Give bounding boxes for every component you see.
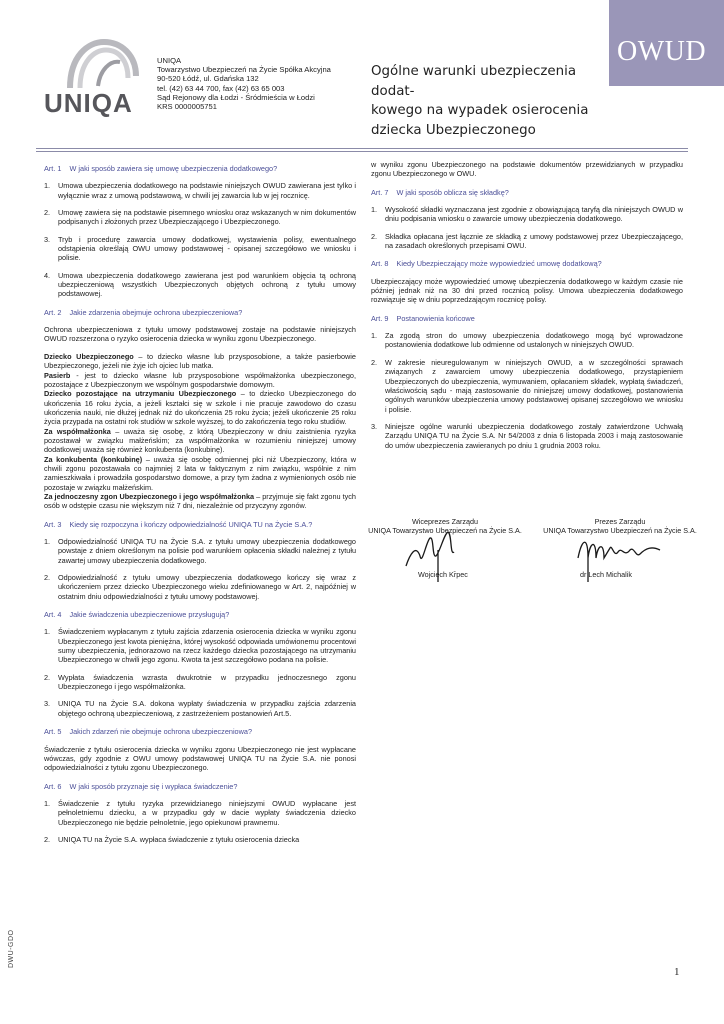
list-item: 1. Umowa ubezpieczenia dodatkowego na podstawie niniejszych OWUD zawierana jest tylko i wyłącznie wraz z umową podstawową, w chwili jej zawarcia lub w jej rocznicę. xyxy=(44,181,356,200)
header-divider xyxy=(36,151,688,152)
signature-role: Wiceprezes Zarządu xyxy=(412,517,478,526)
list-item: 2. Umowę zawiera się na podstawie pisemnego wniosku oraz wskazanych w nim dokumentów podpisanych i złożonych przez Ubezpieczającego i Ubezpieczonego. xyxy=(44,208,356,227)
article-number: Art. 6 xyxy=(44,781,62,791)
list-item: 1. Odpowiedzialność UNIQA TU na Życie S.A. z tytułu umowy ubezpieczenia dodatkowego powstaje z dniem określonym na polisie pod warunkiem opłacenia składki należnej z tytułu zawartej umowy ubezpieczenia dodatkowego. xyxy=(44,537,356,565)
header-divider xyxy=(36,148,688,149)
company-line: Sąd Rejonowy dla Łodzi - Śródmieścia w Łodzi xyxy=(157,92,315,102)
company-line: tel. (42) 63 44 700, fax (42) 63 65 003 xyxy=(157,83,285,93)
list-item: 1. Świadczenie z tytułu ryzyka przewidzianego niniejszymi OWUD wypłacane jest pełnoletniemu dziecku, a w przypadku gdy w dacie wypłaty świadczenia dziecko Ubezpieczonego nie będzie pełnoletnie, jego opiekunowi prawnemu. xyxy=(44,798,356,827)
article-list xyxy=(44,537,356,601)
list-item: 2. Wypłata świadczenia wzrasta dwukrotnie w przypadku jednoczesnego zgonu Ubezpieczonego i jego współmałżonka. xyxy=(44,672,356,692)
article-title: Jakie świadczenia ubezpieczeniowe przysługują? xyxy=(69,610,230,620)
definition: Dziecko pozostające na utrzymaniu Ubezpieczonego – to dziecko Ubezpieczonego do ukończenia 16 roku życia, a jeżeli kształci się w szkole i nie pracuje zawodowo do czasu ukończenia nauki, nie dłużej jednak niż do ukończenia 25 roku życia; jeżeli ukończenie 25 roku życia przypada na ostatni rok studiów w szkole wyższej, to do zakończenia tego roku studiów. xyxy=(44,389,357,427)
title-line: dziecka Ubezpieczonego xyxy=(371,122,536,138)
article-number: Art. 4 xyxy=(44,610,62,620)
left-column xyxy=(44,160,356,852)
company-line: UNIQA xyxy=(157,56,182,65)
article-title: W jaki sposób przyznaje się i wypłaca świadczenie? xyxy=(69,781,238,791)
article-number: Art. 2 xyxy=(44,307,62,317)
signature-company: UNIQA Towarzystwo Ubezpieczeń na Życie S.A. xyxy=(543,526,697,535)
list-item: 4. Umowa ubezpieczenia dodatkowego zawierana jest pod warunkiem objęcia tą ochroną ubezpieczeniową wszystkich Ubezpieczonych objętych ochroną z tytułu umowy podstawowej. xyxy=(44,270,356,299)
article-list xyxy=(371,331,683,450)
article-list xyxy=(44,181,356,298)
article-heading xyxy=(371,188,683,197)
article-heading xyxy=(44,727,356,736)
article-list xyxy=(44,799,356,844)
list-item: 3. Tryb i procedurę zawarcia umowy dodatkowej, wystawienia polisy, ewentualnego odstąpienia określają OWU umowy podstawowej - opisanej szczegółowo we wniosku i polisie. xyxy=(44,234,356,263)
article-number: Art. 8 xyxy=(371,259,389,269)
article-list xyxy=(44,627,356,718)
list-item: 3. UNIQA TU na Życie S.A. dokona wypłaty świadczenia w przypadku zajścia zdarzenia objętego ochroną ubezpieczeniową, z zastrzeżeniem postanowień Art.5. xyxy=(44,699,356,718)
list-item: 2. W zakresie nieuregulowanym w niniejszych OWUD, a w szczególności sprawach związanych z zawarciem umowy ubezpieczenia dodatkowego, przystąpieniem Ubezpieczonych do ubezpieczenia, wymuwaniem, opłacaniem składek, wypłatą świadczeń, właściwością sądu - mają zastosowanie do niniejszej umowy dodatkowej, postanowienia ogólnych warunków ubezpieczenia umowy podstawowej opisanej szczegółowo we wniosku i polisie. xyxy=(371,357,683,414)
article-heading xyxy=(44,782,356,791)
article-title: Jakie zdarzenia obejmuje ochrona ubezpieczeniowa? xyxy=(69,307,243,317)
definition: Dziecko Ubezpieczonego – to dziecko własne lub przysposobione, a także pasierbowie Ubezpieczonego, jeżeli nie żyje ich ojciec lub matka. xyxy=(44,351,356,371)
article-heading xyxy=(44,520,356,529)
article-list xyxy=(371,205,683,250)
signature-name: dr Lech Michalik xyxy=(580,570,632,579)
article-heading xyxy=(44,164,356,173)
article-title: Postanowienia końcowe xyxy=(396,313,475,323)
article-title: Jakich zdarzeń nie obejmuje ochrona ubezpieczeniowa? xyxy=(69,727,253,737)
article-title: Kiedy Ubezpieczający może wypowiedzieć umowę dodatkową? xyxy=(396,259,602,269)
paragraph: Świadczenie z tytułu osierocenia dziecka w wyniku zgonu Ubezpieczonego nie jest wypłacane wówczas, gdy zgodnie z OWU umowy podstawowej UNIQA TU na Życie S.A. nie ponosi odpowiedzialności z tytułu zgonu Ubezpieczonego. xyxy=(44,744,356,773)
owud-tab xyxy=(609,0,724,86)
definitions xyxy=(44,352,356,511)
paragraph: Ubezpieczający może wypowiedzieć umowę ubezpieczenia dodatkowego w każdym czasie nie później jednak niż na 30 dni przed rocznicą polisy. Umowa ubezpieczenia dodatkowego rozwiązuje się w dniu poprzedzającym rocznicę polisy. xyxy=(371,276,683,305)
document-title xyxy=(371,62,611,140)
article-heading xyxy=(371,259,683,268)
definition: Za jednoczesny zgon Ubezpieczonego i jego współmałżonka – przyjmuje się fakt zgonu tych osób w odstępie czasu nie większym niż 7 dni, niezależnie od przyczyny zgonów. xyxy=(44,491,356,511)
list-item: 1. Za zgodą stron do umowy ubezpieczenia dodatkowego mogą być wprowadzone postanowienia dodatkowe lub odmienne od ustalonych w niniejszych OWUD. xyxy=(371,331,683,350)
list-item: 2. Składka opłacana jest łącznie ze składką z umowy podstawowej przez Ubezpieczającego, na zasadach określonych przepisami OWU. xyxy=(371,231,683,251)
list-item: 1. Wysokość składki wyznaczana jest zgodnie z obowiązującą taryfą dla niniejszych OWUD w dniu podpisania wniosku o zawarcie umowy ubezpieczenia dodatkowego. xyxy=(371,205,683,224)
signature-company: UNIQA Towarzystwo Ubezpieczeń na Życie S.A. xyxy=(368,526,522,535)
definition: Za współmałżonka – uważa się osobę, z którą Ubezpieczony w dniu zaistnienia ryzyka pozostawał w związku małżeńskim; za współmałżonka w rozumieniu niniejszej umowy dodatkowej uważa się również konkubenta (konkubinę). xyxy=(44,426,356,455)
company-line: Towarzystwo Ubezpieczeń na Życie Spółka Akcyjna xyxy=(157,65,331,75)
definition: Za konkubenta (konkubinę) – uważa się osobę odmiennej płci niż Ubezpieczony, która w chwili zgonu pozostawała co najmniej 2 lata w faktycznym z nim związku, wspólnie z nim zamieszkiwała i prowadziła gospodarstwo domowe, a przy tym żadna z wymienionych osób nie pozostaje w związku małżeńskim. xyxy=(44,454,356,492)
list-item: 3. Niniejsze ogólne warunki ubezpieczenia dodatkowego zostały zatwierdzone Uchwałą Zarządu UNIQA TU na Życie S.A. Nr 54/2003 z dnia 6 listopada 2003 i mają zastosowanie do umów ubezpieczenia zawieranych po dniu 1 grudnia 2003 roku. xyxy=(371,421,683,450)
signature-role: Prezes Zarządu xyxy=(594,517,646,526)
logo-wordmark: UNIQA xyxy=(44,88,133,118)
list-item: 2. Odpowiedzialność z tytułu umowy ubezpieczenia dodatkowego kończy się wraz z ukończeniem przez dziecko Ubezpieczonego wieku zdefiniowanego w Art. 2, najpóźniej w ostatnim dniu odpowiedzialności z tytułu umowy podstawowej. xyxy=(44,573,356,601)
article-heading xyxy=(44,308,356,317)
article-title: W jaki sposób oblicza się składkę? xyxy=(396,187,509,197)
right-column xyxy=(371,160,683,458)
article-number: Art. 3 xyxy=(44,519,62,529)
article-title: Kiedy się rozpoczyna i kończy odpowiedzialność UNIQA TU na Życie S.A.? xyxy=(69,519,313,529)
title-line: Ogólne warunki ubezpieczenia dodat- xyxy=(371,64,577,99)
article-heading xyxy=(44,610,356,619)
uniqa-logo-mark xyxy=(44,36,152,92)
title-line: kowego na wypadek osierocenia xyxy=(371,103,589,118)
article-number: Art. 7 xyxy=(371,187,389,197)
article-title: W jaki sposób zawiera się umowę ubezpieczenia dodatkowego? xyxy=(69,164,278,173)
paragraph: Ochrona ubezpieczeniowa z tytułu umowy podstawowej zostaje na podstawie niniejszych OWUD rozszerzona o ryzyko osierocenia dziecka w wyniku zgonu Ubezpieczonego. xyxy=(44,325,356,344)
article-heading xyxy=(371,314,683,323)
article-number: Art. 5 xyxy=(44,727,62,737)
company-line: KRS 0000005751 xyxy=(157,102,217,112)
paragraph: w wyniku zgonu Ubezpieczonego na podstawie dokumentów przewidzianych w przypadku zgonu Ubezpieczonego w OWU. xyxy=(371,160,683,179)
company-info xyxy=(157,56,367,111)
list-item: 2. UNIQA TU na Życie S.A. wypłaca świadczenie z tytułu osierocenia dziecka xyxy=(44,834,300,844)
owud-label: OWUD xyxy=(617,36,707,67)
page-number: 1 xyxy=(674,966,680,978)
uniqa-logo xyxy=(44,36,152,120)
definition: Pasierb - jest to dziecko własne lub przysposobione współmałżonka ubezpieczonego, pozostające z Ubezpieczonym we wspólnym gospodarstwie domowym. xyxy=(44,370,356,389)
article-number: Art. 1 xyxy=(44,164,62,173)
list-item: 1. Świadczeniem wypłacanym z tytułu zajścia zdarzenia osierocenia dziecka w wyniku zgonu Ubezpieczonego jest kwota pieniężna, której wysokość odpowiada umówionemu procentowi sumy ubezpieczenia, jednorazowo na rzecz każdego dziecka pozostającego na utrzymaniu Ubezpieczonego w chwili jego zgonu. Kwota ta jest szczegółowo podana na polisie. xyxy=(44,627,356,665)
signature-name: Wojciech Kr̄pec xyxy=(418,570,468,579)
form-code: DWU-GDO xyxy=(8,929,15,968)
company-line: 90-520 Łódź, ul. Gdańska 132 xyxy=(157,74,259,84)
article-number: Art. 9 xyxy=(371,313,389,323)
